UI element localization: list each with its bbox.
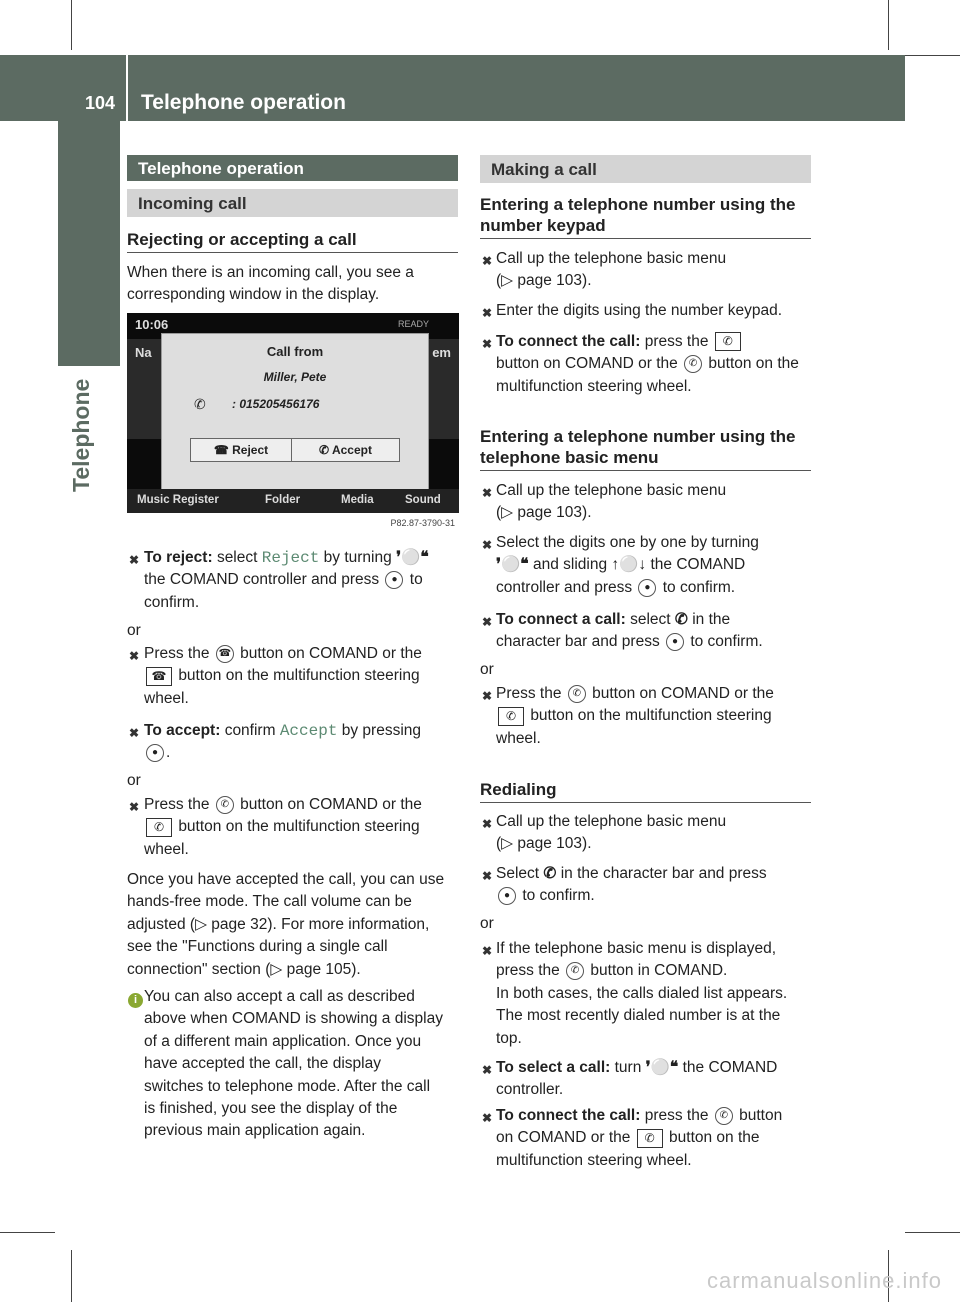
step-text: in the character bar and press bbox=[560, 865, 767, 882]
controller-turn-icon: ❜⚪❝ bbox=[496, 556, 529, 574]
dialog-title: Call from bbox=[266, 344, 324, 359]
step-text: select bbox=[630, 611, 671, 628]
call-icon: ✆ bbox=[216, 796, 234, 814]
heading-redialing: Redialing bbox=[480, 779, 811, 803]
step-text: confirm. bbox=[144, 593, 200, 611]
step-text: (▷ page 103). bbox=[496, 504, 592, 522]
step-text: to confirm. bbox=[522, 887, 595, 905]
step-text: wheel. bbox=[496, 729, 541, 747]
step-text: select bbox=[216, 549, 258, 566]
step-text: button on the multifunction steering bbox=[530, 707, 772, 725]
or-text: or bbox=[127, 772, 141, 789]
step-text: button on COMAND or the bbox=[240, 645, 422, 662]
step-select-redial bbox=[496, 863, 816, 908]
step-text: press the bbox=[644, 1107, 709, 1124]
step-text: button on COMAND or the bbox=[240, 796, 422, 813]
step-text: Call up the telephone basic menu bbox=[496, 813, 727, 830]
step-label: To connect a call: bbox=[496, 611, 626, 628]
crop-mark bbox=[0, 1232, 55, 1233]
heading-reject-accept: Rejecting or accepting a call bbox=[127, 229, 458, 253]
step-arrow: ✖ bbox=[482, 538, 493, 552]
step-label: To connect the call: bbox=[496, 1107, 641, 1124]
call-icon: ✆ bbox=[715, 1107, 733, 1125]
step-arrow: ✖ bbox=[482, 689, 493, 703]
step-text: confirm bbox=[224, 722, 276, 739]
step-text: multifunction steering wheel. bbox=[496, 1151, 692, 1169]
reject-icon: ☎ bbox=[213, 443, 229, 457]
info-icon: i bbox=[128, 990, 143, 1008]
note-line: switches to telephone mode. After the call bbox=[144, 1077, 431, 1095]
step-text: button on the multifunction steering bbox=[178, 818, 420, 836]
section-bar: Telephone operation bbox=[127, 155, 458, 181]
accept-button[interactable] bbox=[292, 439, 399, 461]
screen-bottom-menu bbox=[127, 489, 459, 513]
screen-right-item: em bbox=[432, 345, 451, 360]
step-text: turn bbox=[614, 1059, 642, 1076]
call-button-icon: ✆ bbox=[715, 332, 741, 351]
step-connect-a-call bbox=[496, 609, 816, 654]
step-press-call bbox=[496, 683, 816, 750]
step-text: button on the bbox=[669, 1129, 760, 1147]
step-text: Select bbox=[496, 865, 540, 882]
or-text: or bbox=[127, 622, 141, 639]
call-dialog bbox=[161, 333, 429, 495]
reject-button[interactable] bbox=[191, 439, 292, 461]
step-text: press the bbox=[644, 333, 709, 350]
step-text: the COMAND controller and press bbox=[144, 571, 380, 589]
page-header bbox=[0, 55, 905, 121]
display-screenshot bbox=[127, 313, 459, 541]
menu-folder[interactable]: Folder bbox=[265, 494, 301, 506]
step-text: (▷ page 103). bbox=[496, 835, 592, 853]
heading-basic-menu bbox=[480, 426, 811, 471]
step-call-up-menu-3 bbox=[496, 811, 816, 856]
controller-slide-icon: ↑⚪↓ bbox=[611, 556, 647, 574]
call-button-icon: ✆ bbox=[146, 818, 172, 837]
controller-press-icon: ● bbox=[385, 571, 403, 589]
step-arrow: ✖ bbox=[482, 944, 493, 958]
step-arrow: ✖ bbox=[482, 869, 493, 883]
step-arrow: ✖ bbox=[129, 800, 140, 814]
step-text: controller and press bbox=[496, 578, 633, 596]
step-arrow: ✖ bbox=[482, 306, 493, 320]
step-text: and sliding bbox=[532, 556, 608, 574]
step-text: in the bbox=[692, 611, 731, 628]
handset-icon: ✆ bbox=[543, 865, 557, 882]
controller-turn-icon: ❜⚪❝ bbox=[645, 1059, 679, 1076]
step-text: If the telephone basic menu is displayed, bbox=[496, 940, 777, 957]
step-arrow: ✖ bbox=[482, 817, 493, 831]
or-text: or bbox=[480, 915, 494, 932]
step-arrow: ✖ bbox=[129, 649, 140, 663]
step-text: . bbox=[166, 744, 171, 762]
reject-highlight: Reject bbox=[261, 549, 320, 567]
section-bar-making-call: Making a call bbox=[480, 155, 811, 183]
menu-media[interactable]: Media bbox=[341, 494, 374, 506]
controller-press-icon: ● bbox=[498, 887, 516, 905]
accept-highlight: Accept bbox=[279, 722, 338, 740]
volume-paragraph bbox=[127, 869, 462, 981]
controller-press-icon: ● bbox=[638, 579, 656, 597]
step-text: The most recently dialed number is at the bbox=[496, 1007, 781, 1025]
step-text: Press the bbox=[496, 685, 562, 702]
heading-line: Entering a telephone number using the bbox=[480, 427, 796, 446]
step-text: In both cases, the calls dialed list appears. bbox=[496, 984, 788, 1002]
step-text: wheel. bbox=[144, 840, 189, 858]
volume-line: see the "Functions during a single call bbox=[127, 938, 388, 956]
step-label: To accept: bbox=[144, 722, 221, 739]
step-text: character bar and press bbox=[496, 633, 660, 651]
step-text: button bbox=[739, 1107, 783, 1124]
step-arrow: ✖ bbox=[129, 553, 140, 567]
screen-status: READY bbox=[397, 319, 429, 329]
dialog-button-bar bbox=[190, 438, 400, 462]
subsection-bar: Incoming call bbox=[127, 189, 458, 217]
call-button-icon: ✆ bbox=[637, 1129, 663, 1148]
step-text: top. bbox=[496, 1029, 522, 1047]
note-line: of a different main application. Once you bbox=[144, 1032, 422, 1050]
screen-caption: P82.87-3790-31 bbox=[390, 518, 455, 528]
step-text: press the bbox=[496, 962, 560, 980]
intro-text: When there is an incoming call, you see a corresponding window in the display. bbox=[127, 264, 414, 304]
note-line: previous main application again. bbox=[144, 1122, 366, 1140]
caller-name: Miller, Pete bbox=[263, 370, 327, 384]
end-call-icon: ☎ bbox=[216, 645, 234, 663]
step-accept-alt bbox=[144, 794, 464, 861]
step-text: Call up the telephone basic menu bbox=[496, 482, 727, 499]
step-arrow: ✖ bbox=[482, 254, 493, 268]
step-text: Press the bbox=[144, 645, 210, 662]
step-enter-digits: Enter the digits using the number keypad. bbox=[496, 302, 783, 319]
crop-mark bbox=[905, 1232, 960, 1233]
side-tab-block bbox=[58, 118, 120, 366]
step-text: multifunction steering wheel. bbox=[496, 377, 692, 395]
heading-number-keypad bbox=[480, 194, 811, 239]
volume-line: hands-free mode. The call volume can be bbox=[127, 893, 412, 911]
reject-button-label: Reject bbox=[232, 443, 269, 457]
call-icon: ✆ bbox=[568, 685, 586, 703]
step-connect-redial bbox=[496, 1105, 816, 1172]
screen-time: 10:06 bbox=[135, 317, 169, 332]
call-icon: ✆ bbox=[566, 962, 584, 980]
call-button-icon: ✆ bbox=[498, 707, 524, 726]
menu-sound[interactable]: Sound bbox=[405, 494, 441, 506]
step-text: Call up the telephone basic menu bbox=[496, 250, 727, 267]
step-text: Select the digits one by one by turning bbox=[496, 534, 759, 551]
end-call-button-icon: ☎ bbox=[146, 667, 172, 686]
step-text: controller. bbox=[496, 1081, 564, 1099]
step-text: to confirm. bbox=[690, 633, 763, 651]
step-arrow: ✖ bbox=[482, 1111, 493, 1125]
step-text: the COMAND bbox=[682, 1059, 778, 1076]
heading-line: number keypad bbox=[480, 216, 606, 235]
side-tab-label: Telephone bbox=[68, 378, 94, 492]
note-paragraph bbox=[144, 986, 464, 1143]
call-icon: ✆ bbox=[684, 355, 702, 373]
step-arrow: ✖ bbox=[482, 615, 493, 629]
step-text: to confirm. bbox=[662, 578, 736, 596]
step-text: Press the bbox=[144, 796, 210, 813]
step-arrow: ✖ bbox=[482, 337, 493, 351]
note-line: You can also accept a call as described bbox=[144, 988, 415, 1005]
heading-line: telephone basic menu bbox=[480, 448, 659, 467]
step-text: by turning bbox=[323, 549, 392, 566]
or-text: or bbox=[480, 661, 494, 678]
step-text: button on the bbox=[708, 355, 799, 373]
step-arrow: ✖ bbox=[129, 726, 140, 740]
header-title: Telephone operation bbox=[141, 91, 346, 114]
volume-line: adjusted (▷ page 32). For more information, bbox=[127, 915, 430, 933]
step-text: by pressing bbox=[341, 722, 422, 739]
watermark: carmanualsonline.info bbox=[706, 1268, 942, 1293]
step-text: wheel. bbox=[144, 689, 189, 707]
phone-icon: ✆ bbox=[194, 396, 206, 412]
menu-music-register[interactable]: Music Register bbox=[137, 494, 219, 506]
step-label: To select a call: bbox=[496, 1059, 611, 1076]
step-text: button on COMAND or the bbox=[592, 685, 774, 702]
step-text: button on the multifunction steering bbox=[178, 667, 420, 685]
step-label: To reject: bbox=[144, 549, 213, 566]
crop-mark bbox=[905, 55, 960, 56]
step-text: on COMAND or the bbox=[496, 1129, 631, 1147]
note-line: is finished, you see the display of the bbox=[144, 1100, 398, 1118]
step-arrow: ✖ bbox=[482, 486, 493, 500]
note-line: have accepted the call, the display bbox=[144, 1055, 381, 1073]
controller-turn-icon: ❜⚪❝ bbox=[396, 549, 429, 566]
page-number: 104 bbox=[85, 93, 116, 113]
step-connect bbox=[496, 331, 816, 398]
heading-line: Entering a telephone number using the bbox=[480, 195, 796, 214]
step-label: To connect the call: bbox=[496, 333, 641, 350]
step-select-digits bbox=[496, 532, 816, 599]
step-basic-menu-displayed bbox=[496, 938, 816, 1050]
step-arrow: ✖ bbox=[482, 1063, 493, 1077]
step-text: (▷ page 103). bbox=[496, 272, 592, 290]
accept-icon: ✆ bbox=[319, 443, 330, 457]
step-text: to bbox=[409, 571, 423, 589]
step-accept bbox=[144, 720, 464, 765]
step-text: button on COMAND or the bbox=[496, 355, 678, 373]
step-select-a-call bbox=[496, 1057, 816, 1102]
screen-left-item: Na bbox=[135, 345, 152, 360]
controller-press-icon: ● bbox=[146, 744, 164, 762]
volume-line: Once you have accepted the call, you can use bbox=[127, 871, 445, 888]
step-text: button in COMAND. bbox=[590, 962, 728, 980]
caller-number: : 015205456176 bbox=[232, 397, 320, 411]
header-separator bbox=[126, 55, 128, 121]
step-reject bbox=[144, 547, 464, 614]
step-call-up-menu bbox=[496, 248, 816, 293]
note-line: above when COMAND is showing a display bbox=[144, 1010, 443, 1028]
volume-line: connection" section (▷ page 105). bbox=[127, 960, 361, 978]
handset-icon: ✆ bbox=[674, 611, 688, 628]
step-call-up-menu-2 bbox=[496, 480, 816, 525]
step-text: the COMAND bbox=[650, 556, 746, 574]
crop-mark bbox=[71, 0, 72, 50]
crop-mark bbox=[71, 1250, 72, 1302]
step-reject-alt bbox=[144, 643, 464, 710]
crop-mark bbox=[888, 0, 889, 50]
accept-button-label: Accept bbox=[331, 443, 372, 457]
controller-press-icon: ● bbox=[666, 633, 684, 651]
